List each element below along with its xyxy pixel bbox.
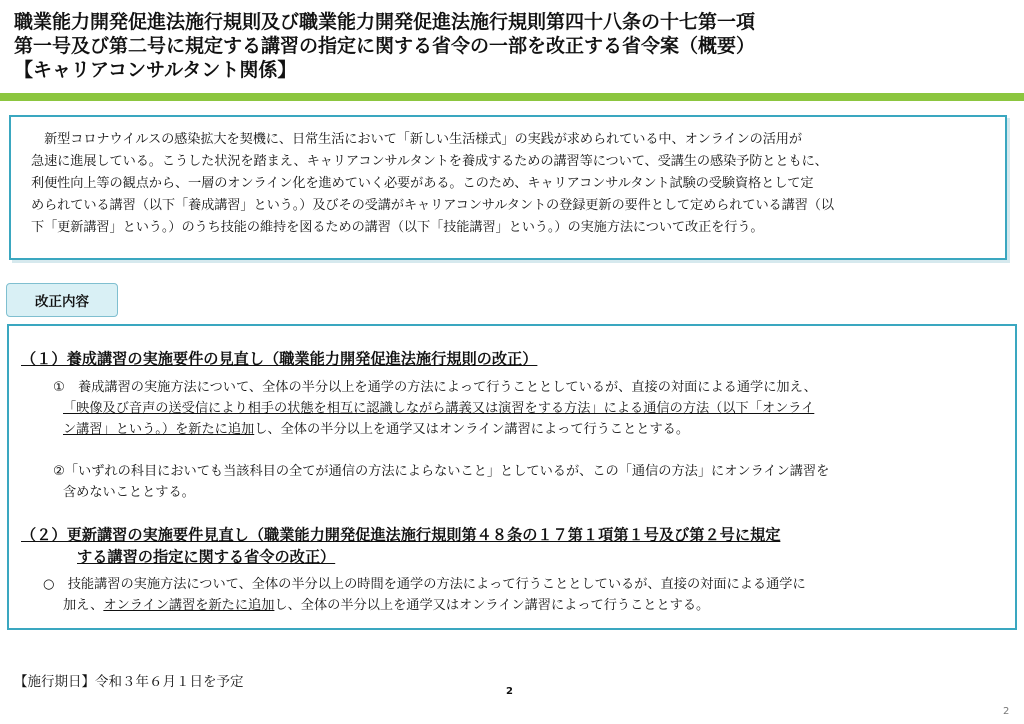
section-1-item-2-line-1: ②「いずれの科目においても当該科目の全てが通信の方法によらないこと」としているが、この「通信の方法」にオンライン講習を bbox=[53, 464, 830, 479]
section-2-item-line-2-start: 加え、 bbox=[63, 598, 104, 613]
title-line-2: 第一号及び第二号に規定する講習の指定に関する省令の一部を改正する省令案（概要） bbox=[14, 35, 756, 57]
summary-line: 利便性向上等の観点から、一層のオンライン化を進めていく必要がある。このため、キャリアコンサルタント試験の受験資格として定 bbox=[31, 176, 814, 191]
section-tag-revision-content: 改正内容 bbox=[6, 283, 118, 317]
summary-line: められている講習（以下「養成講習」という。）及びその受講がキャリアコンサルタントの登録更新の要件として定められている講習（以 bbox=[31, 198, 834, 213]
section-1-item-2-line-2: 含めないこととする。 bbox=[63, 485, 195, 500]
section-1-heading: （１）養成講習の実施要件の見直し（職業能力開発促進法施行規則の改正） bbox=[21, 350, 538, 368]
title-line-3: 【キャリアコンサルタント関係】 bbox=[14, 59, 297, 81]
section-1-item-1-line-3 bbox=[63, 418, 689, 437]
added-online-course-text-2: オンライン講習を新たに追加 bbox=[103, 598, 275, 613]
page-number-center: 2 bbox=[506, 686, 513, 697]
section-1-item-1-line-2: 「映像及び音声の送受信により相手の状態を相互に認識しながら講義又は演習をする方法」による通信の方法（以下「オンライ bbox=[63, 401, 815, 416]
summary-line: 新型コロナウイルスの感染拡大を契機に、日常生活において「新しい生活様式」の実践が求められている中、オンラインの活用が bbox=[31, 132, 802, 147]
effective-date-note: 【施行期日】令和３年６月１日を予定 bbox=[14, 674, 244, 690]
section-2-item-line-1: ○ 技能講習の実施方法について、全体の半分以上の時間を通学の方法によって行うこととしているが、直接の対面による通学に bbox=[43, 577, 806, 592]
section-2-item-line-2 bbox=[63, 594, 709, 613]
title-accent-bar bbox=[0, 93, 1024, 101]
added-online-course-text: ン講習」という。）を新たに追加 bbox=[63, 422, 255, 437]
document-title bbox=[14, 10, 1014, 82]
section-2-heading-line-1: （２）更新講習の実施要件見直し（職業能力開発促進法施行規則第４８条の１７第１項第１号及び第２号に規定 bbox=[21, 526, 781, 544]
section-1-item-1-line-3-rest: し、全体の半分以上を通学又はオンライン講習によって行うこととする。 bbox=[254, 422, 690, 437]
section-2-item-line-2-rest: し、全体の半分以上を通学又はオンライン講習によって行うこととする。 bbox=[274, 598, 710, 613]
summary-line: 急速に進展している。こうした状況を踏まえ、キャリアコンサルタントを養成するための講習等について、受講生の感染予防とともに、 bbox=[31, 154, 828, 169]
section-2-heading-line-2: する講習の指定に関する省令の改正） bbox=[77, 548, 336, 566]
title-line-1: 職業能力開発促進法施行規則及び職業能力開発促進法施行規則第四十八条の十七第一項 bbox=[14, 11, 756, 33]
summary-text bbox=[31, 129, 987, 239]
summary-box bbox=[9, 115, 1007, 260]
section-1-item-1-line-1: ① 養成講習の実施方法について、全体の半分以上を通学の方法によって行うこととしているが、直接の対面による通学に加え、 bbox=[53, 380, 817, 395]
page-number-right: 2 bbox=[1003, 706, 1010, 717]
revision-content-box bbox=[7, 324, 1017, 630]
summary-line: 下「更新講習」という。）のうち技能の維持を図るための講習（以下「技能講習」という。）の実施方法について改正を行う。 bbox=[31, 220, 764, 235]
